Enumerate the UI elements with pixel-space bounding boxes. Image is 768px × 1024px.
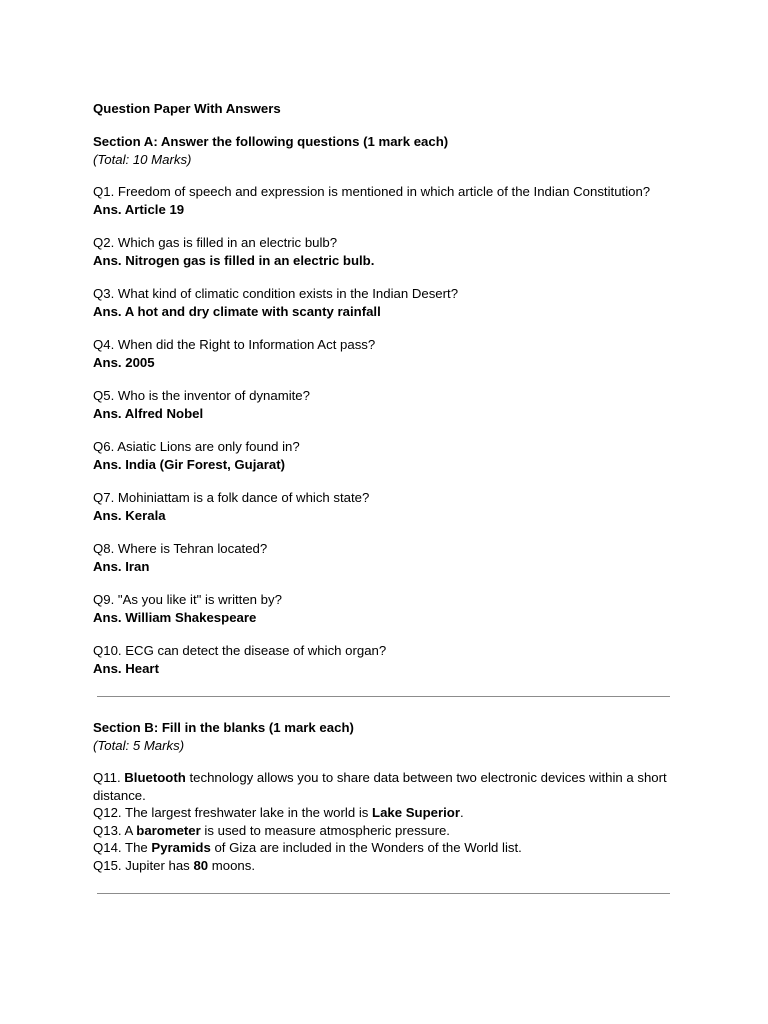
section-b-heading: Section B: Fill in the blanks (1 mark each)	[93, 720, 354, 735]
fill-text-after: moons.	[208, 857, 256, 873]
answer-text: Ans. Iran	[93, 559, 150, 574]
question-item-8	[93, 540, 683, 576]
fill-item-11	[93, 769, 683, 804]
question-item-9	[93, 591, 683, 627]
answer-text: Ans. Alfred Nobel	[93, 406, 204, 421]
question-text: Q9. "As you like it" is written by?	[93, 592, 282, 607]
fill-answer: barometer	[136, 822, 201, 838]
fill-in-blanks-list	[93, 769, 683, 875]
answer-text: Ans. Kerala	[93, 508, 166, 523]
fill-answer: 80	[193, 857, 209, 873]
question-text: Q6. Asiatic Lions are only found in?	[93, 439, 300, 454]
fill-text-before: Q13. A	[93, 822, 137, 838]
question-text: Q7. Mohiniattam is a folk dance of which state?	[93, 490, 370, 505]
question-text: Q10. ECG can detect the disease of which organ?	[93, 643, 387, 658]
section-a-total: (Total: 10 Marks)	[93, 152, 192, 167]
question-text: Q2. Which gas is filled in an electric bulb?	[93, 235, 338, 250]
section-b	[93, 719, 768, 875]
answer-text: Ans. William Shakespeare	[93, 610, 257, 625]
answer-text: Ans. 2005	[93, 355, 155, 370]
question-text: Q1. Freedom of speech and expression is mentioned in which article of the Indian Constitution?	[93, 184, 651, 199]
fill-item-14	[93, 839, 683, 857]
section-a	[93, 133, 768, 678]
question-text: Q8. Where is Tehran located?	[93, 541, 268, 556]
fill-text-after: is used to measure atmospheric pressure.	[200, 822, 450, 838]
question-item-6	[93, 438, 683, 474]
document-title: Question Paper With Answers	[93, 101, 281, 116]
answer-text: Ans. Heart	[93, 661, 159, 676]
question-text: Q4. When did the Right to Information Act pass?	[93, 337, 376, 352]
section-b-total: (Total: 5 Marks)	[93, 738, 185, 753]
question-item-2	[93, 234, 683, 270]
question-text: Q5. Who is the inventor of dynamite?	[93, 388, 310, 403]
fill-text-before: Q12. The largest freshwater lake in the world is	[93, 805, 373, 821]
fill-item-13	[93, 822, 683, 840]
fill-answer: Pyramids	[151, 840, 211, 856]
fill-text-before: Q11.	[93, 770, 125, 785]
fill-answer: Bluetooth	[124, 770, 186, 785]
answer-text: Ans. Nitrogen gas is filled in an electric bulb.	[93, 253, 375, 268]
section-divider	[97, 696, 670, 697]
question-item-7	[93, 489, 683, 525]
answer-text: Ans. A hot and dry climate with scanty rainfall	[93, 304, 381, 319]
fill-item-15	[93, 857, 683, 875]
answer-text: Ans. Article 19	[93, 202, 185, 217]
question-item-1	[93, 183, 683, 219]
question-text: Q3. What kind of climatic condition exists in the Indian Desert?	[93, 286, 459, 301]
question-item-3	[93, 285, 683, 321]
fill-text-after: .	[459, 805, 464, 821]
question-item-4	[93, 336, 683, 372]
question-item-5	[93, 387, 683, 423]
question-item-10	[93, 642, 683, 678]
fill-text-after: of Giza are included in the Wonders of the World list.	[210, 840, 522, 856]
section-divider	[97, 893, 670, 894]
answer-text: Ans. India (Gir Forest, Gujarat)	[93, 457, 285, 472]
fill-text-after: technology allows you to share data between two electronic devices within a short distance.	[93, 770, 667, 803]
fill-text-before: Q15. Jupiter has	[93, 857, 194, 873]
fill-answer: Lake Superior	[372, 805, 460, 821]
fill-text-before: Q14. The	[93, 840, 152, 856]
fill-item-12	[93, 804, 683, 822]
section-a-heading: Section A: Answer the following questions (1 mark each)	[93, 134, 449, 149]
